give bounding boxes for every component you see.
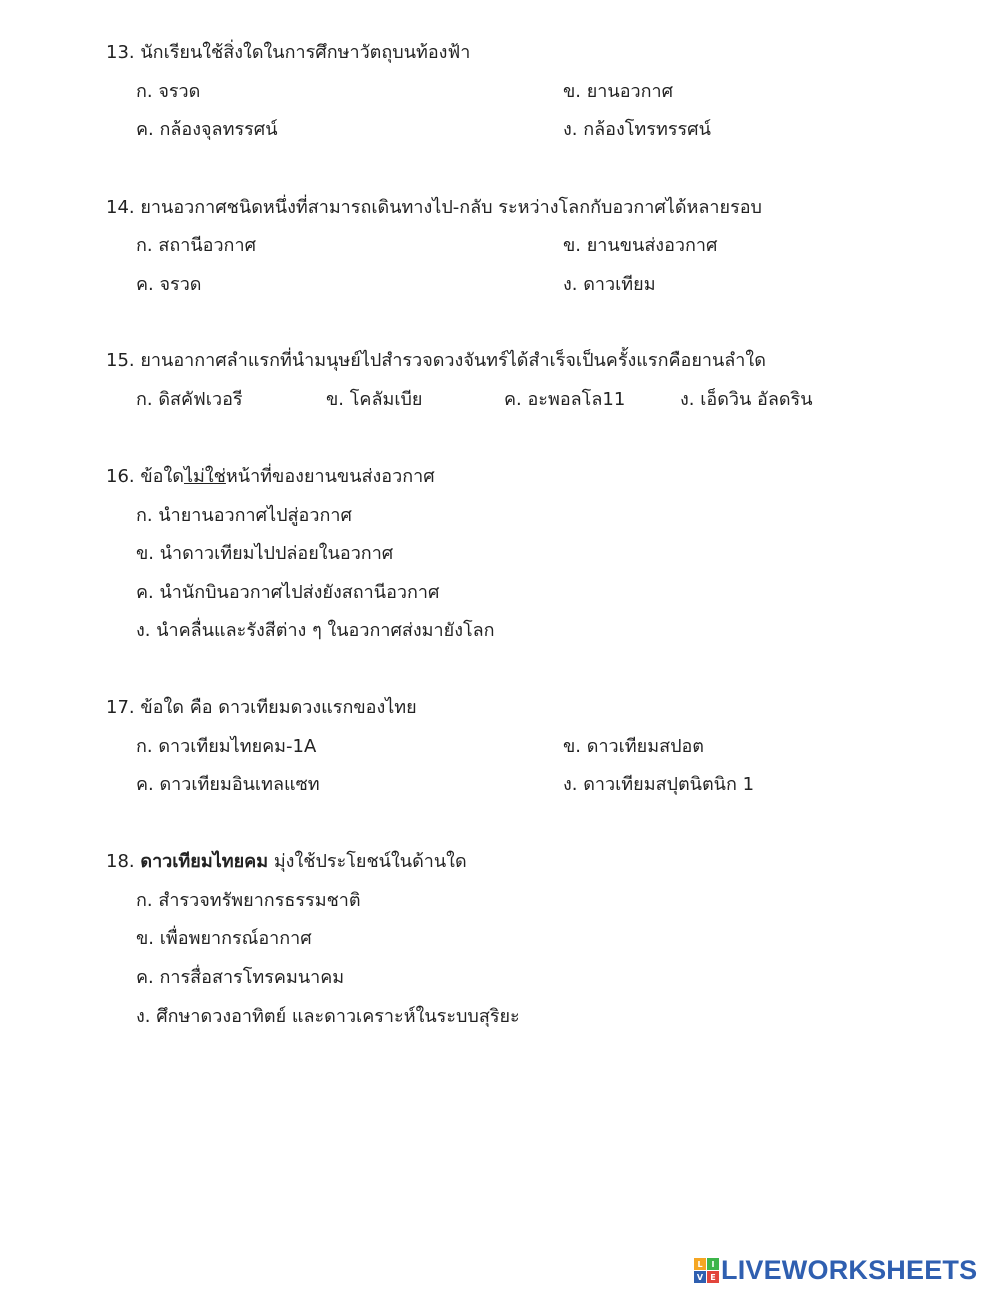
option-18-a: ก. สำรวจทรัพยากรธรรมชาติ	[136, 890, 361, 911]
option-16-c: ค. นำนักบินอวกาศไปส่งยังสถานีอวกาศ	[136, 582, 440, 603]
option-13-c: ค. กล้องจุลทรรศน์	[136, 119, 278, 140]
question-text: ข้อใดไม่ใช่หน้าที่ของยานขนส่งอวกาศ	[140, 466, 435, 487]
question-number: 17.	[106, 697, 135, 718]
logo-letter: L	[694, 1258, 706, 1270]
question-text: นักเรียนใช้สิ่งใดในการศึกษาวัตถุบนท้องฟ้า	[140, 42, 471, 63]
question-18	[106, 850, 467, 874]
option-17-d: ง. ดาวเทียมสปุตนิตนิก 1	[563, 774, 755, 795]
underlined-word: ไม่ใช่	[183, 466, 226, 487]
question-13	[106, 41, 470, 65]
option-15-d: ง. เอ็ดวิน อัลดริน	[680, 389, 813, 410]
option-18-c: ค. การสื่อสารโทรคมนาคม	[136, 967, 345, 988]
logo-letter: I	[707, 1258, 719, 1270]
question-number: 14.	[106, 197, 135, 218]
option-13-d: ง. กล้องโทรทรรศน์	[563, 119, 711, 140]
option-17-c: ค. ดาวเทียมอินเทลแซท	[136, 774, 320, 795]
logo-letter: E	[707, 1271, 719, 1283]
liveworksheets-logo	[694, 1255, 977, 1285]
question-text: ยานอากาศลำแรกที่นำมนุษย์ไปสำรวจดวงจันทร์ได้สำเร็จเป็นครั้งแรกคือยานลำใด	[140, 350, 766, 371]
option-14-a: ก. สถานีอวกาศ	[136, 235, 256, 256]
option-15-b: ข. โคลัมเบีย	[326, 389, 423, 410]
option-14-d: ง. ดาวเทียม	[563, 274, 656, 295]
question-15	[106, 349, 766, 373]
question-17	[106, 696, 417, 720]
option-14-c: ค. จรวด	[136, 274, 202, 295]
question-text: ดาวเทียมไทยคม มุ่งใช้ประโยชน์ในด้านใด	[140, 851, 467, 872]
option-16-a: ก. นำยานอวกาศไปสู่อวกาศ	[136, 505, 352, 526]
option-14-b: ข. ยานขนส่งอวกาศ	[563, 235, 718, 256]
option-18-b: ข. เพื่อพยากรณ์อากาศ	[136, 928, 312, 949]
question-number: 18.	[106, 851, 135, 872]
option-18-d: ง. ศึกษาดวงอาทิตย์ และดาวเคราะห์ในระบบสุริยะ	[136, 1006, 520, 1027]
option-15-c: ค. อะพอลโล11	[504, 389, 626, 410]
option-16-b: ข. นำดาวเทียมไปปล่อยในอวกาศ	[136, 543, 394, 564]
logo-letter: V	[694, 1271, 706, 1283]
bold-term: ดาวเทียมไทยคม	[140, 851, 269, 872]
question-14	[106, 196, 762, 220]
question-text: ข้อใด คือ ดาวเทียมดวงแรกของไทย	[140, 697, 417, 718]
option-16-d: ง. นำคลื่นและรังสีต่าง ๆ ในอวกาศส่งมายังโลก	[136, 620, 495, 641]
option-17-a: ก. ดาวเทียมไทยคม-1A	[136, 736, 317, 757]
question-number: 13.	[106, 42, 135, 63]
option-13-a: ก. จรวด	[136, 81, 201, 102]
liveworksheets-icon	[694, 1258, 718, 1282]
option-15-a: ก. ดิสคัฟเวอรี	[136, 389, 243, 410]
question-16	[106, 465, 435, 489]
question-number: 16.	[106, 466, 135, 487]
option-13-b: ข. ยานอวกาศ	[563, 81, 674, 102]
question-text: ยานอวกาศชนิดหนึ่งที่สามารถเดินทางไป-กลับ ระหว่างโลกกับอวกาศได้หลายรอบ	[140, 197, 762, 218]
question-number: 15.	[106, 350, 135, 371]
liveworksheets-text: LIVEWORKSHEETS	[721, 1255, 978, 1285]
option-17-b: ข. ดาวเทียมสปอต	[563, 736, 704, 757]
